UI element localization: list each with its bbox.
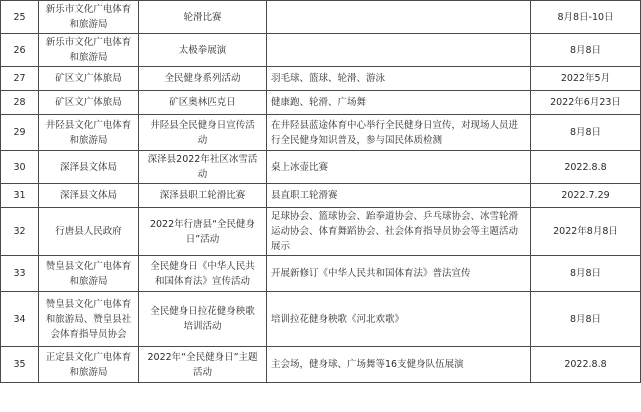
date-cell: 8月8日 <box>531 292 641 347</box>
organizer-cell: 赞皇县文化广电体育和旅游局 <box>39 256 139 292</box>
activity-cell: 2022年行唐县“全民健身日”活动 <box>139 208 267 256</box>
activity-cell: 全民健身日拉花健身秧歌培训活动 <box>139 292 267 347</box>
row-number: 34 <box>1 292 39 347</box>
activity-cell: 太极拳展演 <box>139 34 267 67</box>
content-cell: 培训拉花健身秧歌《河北欢歌》 <box>267 292 531 347</box>
date-cell: 8月8日 <box>531 115 641 151</box>
activity-cell: 全民健身日《中华人民共和国体育法》宣传活动 <box>139 256 267 292</box>
content-cell: 县直职工轮滑赛 <box>267 184 531 208</box>
row-number: 32 <box>1 208 39 256</box>
content-cell: 健康跑、轮滑、广场舞 <box>267 91 531 115</box>
activity-cell: 深泽县2022年社区冰雪活动 <box>139 151 267 184</box>
row-number: 27 <box>1 67 39 91</box>
table-row <box>1 1 641 34</box>
content-cell: 羽毛球、篮球、轮滑、游泳 <box>267 67 531 91</box>
date-cell: 2022.7.29 <box>531 184 641 208</box>
organizer-cell: 赞皇县文化广电体育和旅游局、赞皇县社会体育指导员协会 <box>39 292 139 347</box>
activity-cell: 轮滑比赛 <box>139 1 267 34</box>
table-row <box>1 184 641 208</box>
table-row <box>1 292 641 347</box>
date-cell: 2022年8月8日 <box>531 208 641 256</box>
table-row <box>1 151 641 184</box>
organizer-cell: 深泽县文体局 <box>39 184 139 208</box>
date-cell: 8月8日 <box>531 34 641 67</box>
content-cell: 足球协会、篮球协会、跆拳道协会、乒乓球协会、冰雪轮滑运动协会、体育舞蹈协会、社会体育指导员协会等主题活动展示 <box>267 208 531 256</box>
row-number: 25 <box>1 1 39 34</box>
activity-cell: 2022年“全民健身日”主题活动 <box>139 347 267 383</box>
organizer-cell: 新乐市文化广电体育和旅游局 <box>39 34 139 67</box>
date-cell: 2022.8.8 <box>531 151 641 184</box>
table-row <box>1 347 641 383</box>
date-cell: 2022年5月 <box>531 67 641 91</box>
row-number: 31 <box>1 184 39 208</box>
activity-cell: 深泽县职工轮滑比赛 <box>139 184 267 208</box>
table-row <box>1 208 641 256</box>
organizer-cell: 井陉县文化广电体育和旅游局 <box>39 115 139 151</box>
row-number: 30 <box>1 151 39 184</box>
row-number: 35 <box>1 347 39 383</box>
organizer-cell: 行唐县人民政府 <box>39 208 139 256</box>
content-cell: 开展新修订《中华人民共和国体育法》普法宣传 <box>267 256 531 292</box>
organizer-cell: 矿区文广体旅局 <box>39 67 139 91</box>
content-cell: 桌上冰壶比赛 <box>267 151 531 184</box>
activity-cell: 矿区奥林匹克日 <box>139 91 267 115</box>
table-row <box>1 34 641 67</box>
date-cell: 2022.8.8 <box>531 347 641 383</box>
organizer-cell: 深泽县文体局 <box>39 151 139 184</box>
activity-cell: 全民健身系列活动 <box>139 67 267 91</box>
content-cell: 主会场，健身球、广场舞等16支健身队伍展演 <box>267 347 531 383</box>
row-number: 28 <box>1 91 39 115</box>
content-cell <box>267 34 531 67</box>
content-cell: 在井陉县蓝途体育中心举行全民健身日宣传，对现场人员进行全民健身知识普及，参与国民体质检测 <box>267 115 531 151</box>
row-number: 33 <box>1 256 39 292</box>
table-row <box>1 67 641 91</box>
table-row <box>1 115 641 151</box>
organizer-cell: 正定县文化广电体育和旅游局 <box>39 347 139 383</box>
date-cell: 8月8日-10日 <box>531 1 641 34</box>
date-cell: 2022年6月23日 <box>531 91 641 115</box>
organizer-cell: 矿区文广体旅局 <box>39 91 139 115</box>
row-number: 29 <box>1 115 39 151</box>
content-cell <box>267 1 531 34</box>
table-row <box>1 256 641 292</box>
organizer-cell: 新乐市文化广电体育和旅游局 <box>39 1 139 34</box>
date-cell: 8月8日 <box>531 256 641 292</box>
row-number: 26 <box>1 34 39 67</box>
table-row <box>1 91 641 115</box>
events-table-body <box>1 1 641 383</box>
activity-cell: 井陉县全民健身日宣传活动 <box>139 115 267 151</box>
